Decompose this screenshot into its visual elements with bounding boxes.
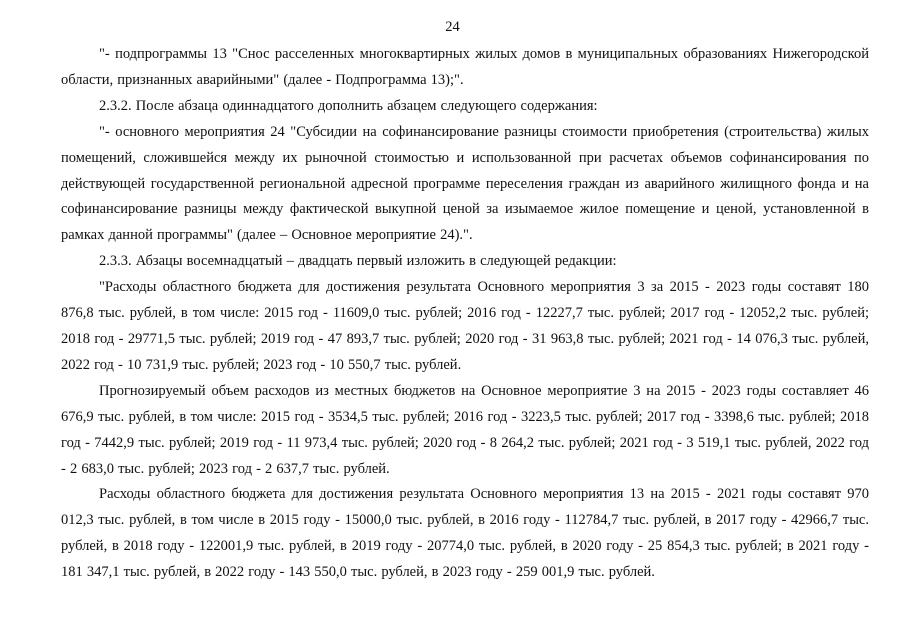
page-number: 24 — [445, 19, 460, 35]
paragraph-2-3-3-heading: 2.3.3. Абзацы восемнадцатый – двадцать первый изложить в следующей редакции: — [99, 253, 617, 270]
paragraph-regional-budget-activity-3: "Расходы областного бюджета для достижения результата Основного мероприятия 3 за 2015 - 2023 годы составят 180 876,8 тыс. рублей, в том числе: 2015 год - 11609,0 тыс. рублей; 2016 год - 12227,7 тыс. рублей; 2017 год - 12052,2 тыс. рублей; 2018 год - 29771,5 тыс. рублей; 2019 год - 47 893,7 тыс. рублей; 2020 год - 31 963,8 тыс. рублей; 2021 год - 14 076,3 тыс. рублей, 2022 год - 10 731,9 тыс. рублей; 2023 год - 10 550,7 тыс. рублей. — [61, 279, 869, 373]
paragraph-main-activity-24: "- основного мероприятия 24 "Субсидии на софинансирование разницы стоимости приобретения (строительства) жилых помещений, сложившейся между их рыночной стоимостью и использованной при расчетах объемов софинансирования по действующей государственной региональной адресной программе переселения граждан из аварийного жилищного фонда и на софинансирование разницы между фактической выкупной ценой за изымаемое жилое помещение и ценой, установленной в рамках данной программы" (далее – Основное мероприятие 24).". — [61, 123, 869, 244]
paragraph-subprogram-13: "- подпрограммы 13 "Снос расселенных многоквартирных жилых домов в муниципальных образованиях Нижегородской области, признанных аварийными" (далее - Подпрограмма 13);". — [61, 46, 869, 88]
paragraph-2-3-2-heading: 2.3.2. После абзаца одиннадцатого дополнить абзацем следующего содержания: — [99, 97, 598, 114]
document-body — [61, 42, 869, 586]
paragraph-regional-budget-activity-13: Расходы областного бюджета для достижения результата Основного мероприятия 13 на 2015 - 2021 годы составят 970 012,3 тыс. рублей, в том числе в 2015 году - 15000,0 тыс. рублей, в 2016 году - 112784,7 тыс. рублей, в 2017 году - 42966,7 тыс. рублей, в 2018 году - 122001,9 тыс. рублей, в 2019 году - 20774,0 тыс. рублей, в 2020 году - 25 854,3 тыс. рублей; в 2021 году - 181 347,1 тыс. рублей, в 2022 году - 143 550,0 тыс. рублей, в 2023 году - 259 001,9 тыс. рублей. — [61, 486, 869, 581]
paragraph-local-budget-activity-3: Прогнозируемый объем расходов из местных бюджетов на Основное мероприятие 3 на 2015 - 2023 годы составляет 46 676,9 тыс. рублей, в том числе: 2015 год - 3534,5 тыс. рублей; 2016 год - 3223,5 тыс. рублей; 2017 год - 3398,6 тыс. рублей; 2018 год - 7442,9 тыс. рублей; 2019 год - 11 973,4 тыс. рублей; 2020 год - 8 264,2 тыс. рублей; 2021 год - 3 519,1 тыс. рублей, 2022 год - 2 683,0 тыс. рублей; 2023 год - 2 637,7 тыс. рублей. — [61, 382, 869, 477]
